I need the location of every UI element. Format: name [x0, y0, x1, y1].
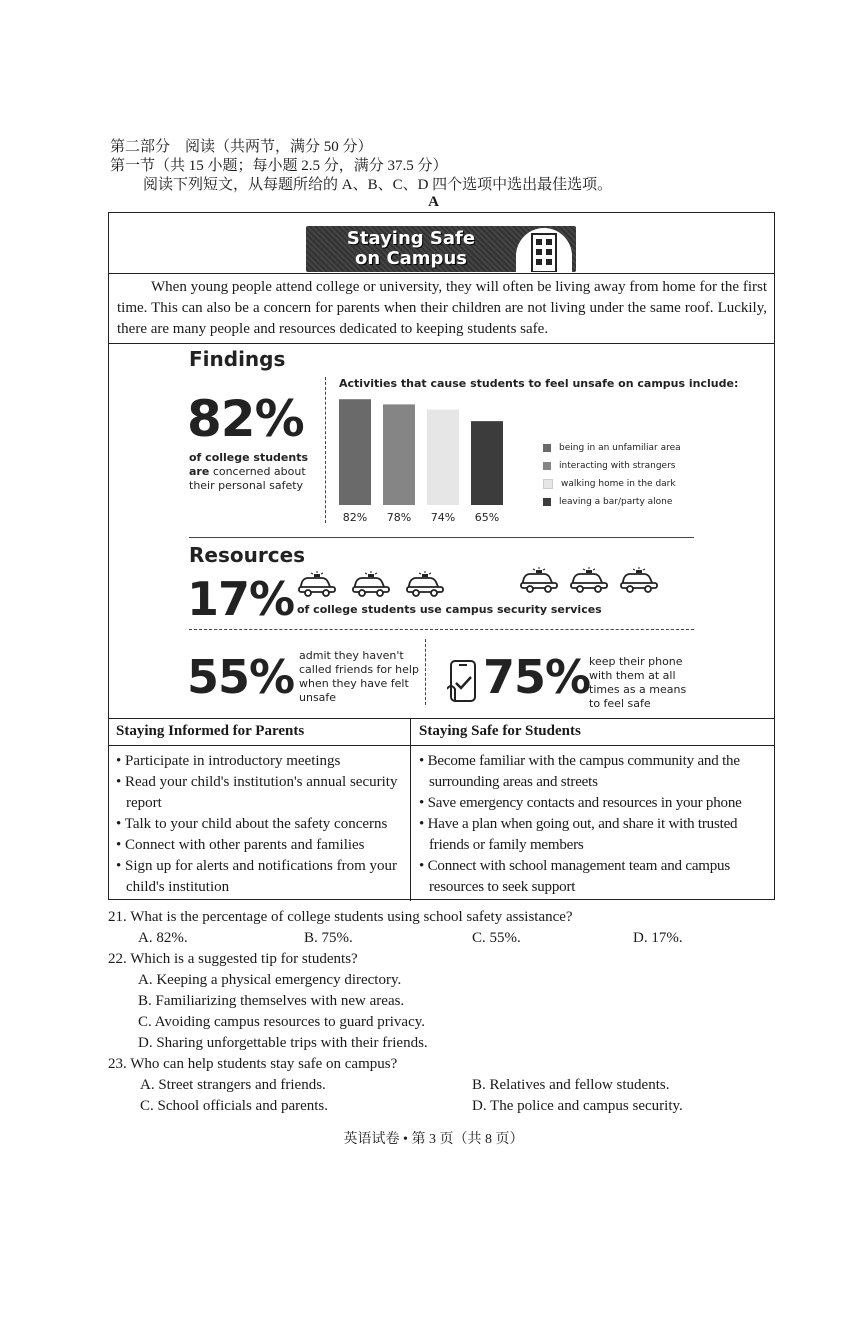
- resources-stat-17-label: of college students use campus security services: [297, 603, 602, 616]
- resources-stat-75: 75%: [483, 650, 591, 704]
- chart-divider: [325, 377, 326, 523]
- police-car-icon: [519, 567, 559, 597]
- police-car-icon: [351, 571, 391, 601]
- question-21-stem: 21. What is the percentage of college students using school safety assistance?: [108, 909, 573, 925]
- question-21-option-b: B. 75%.: [304, 930, 353, 946]
- question-23-option-b: B. Relatives and fellow students.: [472, 1077, 670, 1093]
- legend-swatch-0: [543, 444, 551, 452]
- article-frame: [108, 212, 775, 900]
- banner-title: Staying Safe on Campus: [346, 228, 476, 269]
- part-title: 第二部分 阅读（共两节，满分 50 分）: [110, 139, 373, 155]
- bar-3: [471, 421, 503, 505]
- legend-swatch-2: [543, 479, 553, 489]
- question-21-option-a: A. 82%.: [138, 930, 188, 946]
- students-tips-list: [419, 751, 771, 898]
- bar-label-3: 65%: [474, 511, 500, 524]
- police-car-row-right: [519, 567, 669, 597]
- parents-tip-3: • Connect with other parents and families: [116, 837, 365, 853]
- resources-stat-55-label: admit they haven't called friends for help when they have felt unsafe: [299, 649, 419, 704]
- police-car-icon: [619, 567, 659, 597]
- instruction: 阅读下列短文，从每题所给的 A、B、C、D 四个选项中选出最佳选项。: [143, 177, 613, 193]
- question-21-option-c: C. 55%.: [472, 930, 521, 946]
- question-23-option-c: C. School officials and parents.: [140, 1098, 329, 1114]
- question-22-option-d: D. Sharing unforgettable trips with their friends.: [138, 1035, 428, 1051]
- legend-swatch-1: [543, 462, 551, 470]
- resources-stat-75-label: keep their phone with them at all times as a means to feel safe: [589, 655, 687, 710]
- question-23-option-d: D. The police and campus security.: [472, 1098, 683, 1114]
- question-22-option-b: B. Familiarizing themselves with new areas.: [138, 993, 405, 1009]
- bar-0: [339, 399, 371, 505]
- findings-heading: Findings: [189, 347, 286, 371]
- students-tip-1: • Save emergency contacts and resources in your phone: [419, 795, 742, 811]
- passage-letter: A: [428, 194, 439, 210]
- police-car-row-left: [297, 571, 459, 601]
- resources-stat-55: 55%: [187, 650, 295, 704]
- resources-heading: Resources: [189, 543, 306, 567]
- question-22-stem: 22. Which is a suggested tip for students?: [108, 951, 358, 967]
- bar-chart: [331, 393, 541, 527]
- resources-stat-17: 17%: [187, 572, 295, 626]
- parents-tip-2: • Talk to your child about the safety concerns: [116, 816, 388, 832]
- bar-label-2: 74%: [430, 511, 456, 524]
- findings-stat-label: of college students are concerned about their personal safety: [189, 451, 309, 492]
- bar-1: [383, 404, 415, 505]
- resources-vertical-divider: [425, 639, 426, 705]
- students-tip-3: • Connect with school management team and campus resources to seek support: [419, 858, 730, 895]
- findings-stat: 82%: [187, 390, 304, 448]
- question-21-option-d: D. 17%.: [633, 930, 683, 946]
- chart-legend: [543, 439, 693, 511]
- bar-label-0: 82%: [342, 511, 368, 524]
- resources-dashed-divider: [189, 629, 694, 630]
- parents-tip-4: • Sign up for alerts and notifications from your child's institution: [116, 858, 398, 895]
- legend-label-3: leaving a bar/party alone: [559, 497, 673, 507]
- building-icon: [516, 228, 572, 272]
- parents-tip-0: • Participate in introductory meetings: [116, 753, 341, 769]
- table-header-students: Staying Safe for Students: [419, 723, 581, 739]
- police-car-icon: [297, 571, 337, 601]
- police-car-icon: [405, 571, 445, 601]
- parents-tip-1: • Read your child's institution's annual security report: [116, 774, 398, 811]
- legend-item-1: [543, 457, 693, 475]
- students-tip-2: • Have a plan when going out, and share it with trusted friends or family members: [419, 816, 738, 853]
- section-title: 第一节（共 15 小题；每小题 2.5 分，满分 37.5 分）: [110, 158, 448, 174]
- bar-2: [427, 410, 459, 505]
- bar-label-1: 78%: [386, 511, 412, 524]
- legend-label-2: walking home in the dark: [561, 479, 676, 489]
- legend-item-3: [543, 493, 693, 511]
- chart-title: Activities that cause students to feel unsafe on campus include:: [339, 377, 739, 390]
- legend-label-1: interacting with strangers: [559, 461, 676, 471]
- students-tip-0: • Become familiar with the campus community and the surrounding areas and streets: [419, 753, 740, 790]
- police-car-icon: [569, 567, 609, 597]
- legend-label-0: being in an unfamiliar area: [559, 443, 681, 453]
- question-22-option-a: A. Keeping a physical emergency directory.: [138, 972, 402, 988]
- legend-item-0: [543, 439, 693, 457]
- phone-checklist-icon: [447, 659, 481, 707]
- parents-tips-list: [116, 751, 404, 898]
- legend-swatch-3: [543, 498, 551, 506]
- table-header-parents: Staying Informed for Parents: [116, 723, 305, 739]
- question-23-stem: 23. Who can help students stay safe on campus?: [108, 1056, 398, 1072]
- question-23-option-a: A. Street strangers and friends.: [140, 1077, 326, 1093]
- intro-paragraph: When young people attend college or university, they will often be living away from home for the first time. This can also be a concern for parents when their children are not living under the same roof. Luckily, there are many people and resources dedicated to keeping students safe.: [117, 279, 767, 337]
- legend-item-2: [543, 475, 693, 493]
- page-footer: 英语试卷 • 第 3 页（共 8 页）: [343, 1132, 524, 1147]
- resources-divider: [189, 537, 694, 538]
- question-22-option-c: C. Avoiding campus resources to guard privacy.: [138, 1014, 426, 1030]
- title-banner: [306, 226, 576, 272]
